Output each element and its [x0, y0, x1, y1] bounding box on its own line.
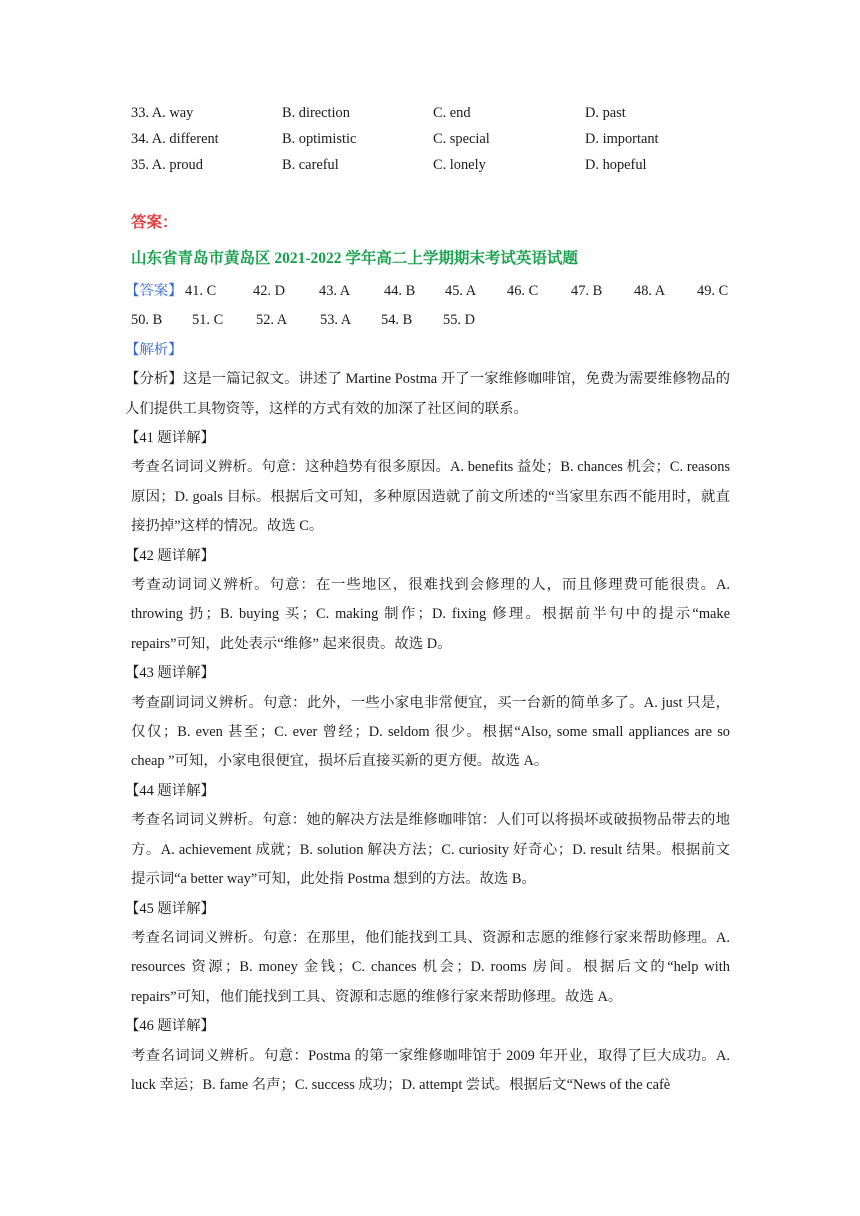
explanation-body	[125, 277, 730, 1100]
answer-key-item: 44. B	[384, 283, 416, 299]
option-d: D. hopeful	[585, 157, 647, 173]
question-heading: 【43 题详解】	[125, 665, 215, 682]
question-heading: 【42 题详解】	[125, 547, 215, 564]
answer-key-item: 55. D	[443, 312, 475, 329]
answer-key-item: 43. A	[319, 283, 351, 299]
analysis-label: 【解析】	[125, 341, 183, 358]
question-heading: 【44 题详解】	[125, 782, 215, 799]
answer-key-item: 48. A	[634, 283, 666, 299]
answer-key-item: 50. B	[131, 312, 163, 329]
answer-key-row	[131, 306, 730, 335]
paragraph: 考查名词词义辨析。句意：Postma 的第一家维修咖啡馆于 2009 年开业，取得了巨大成功。A. luck 幸运；B. fame 名声；C. success 成功；D. attempt 尝试。根据后文“News of the cafè	[131, 1047, 730, 1093]
option-d: D. important	[585, 131, 659, 147]
option-a: 34. A. different	[131, 131, 219, 147]
answer-key-item: 53. A	[320, 312, 352, 329]
answer-key-item: 46. C	[507, 283, 539, 299]
option-d: D. past	[585, 105, 626, 121]
answer-key-item: 54. B	[381, 312, 413, 329]
option-b: B. direction	[282, 105, 350, 121]
answer-key-item: 41. C	[185, 283, 217, 299]
source-title: 山东省青岛市黄岛区 2021-2022 学年高二上学期期末考试英语试题	[131, 250, 578, 267]
answer-key-row	[125, 277, 730, 306]
option-c: C. lonely	[433, 157, 486, 173]
paragraph: 【分析】这是一篇记叙文。讲述了 Martine Postma 开了一家维修咖啡馆，免费为需要维修物品的人们提供工具物资等，这样的方式有效的加深了社区间的联系。	[125, 371, 730, 417]
option-c: C. end	[433, 105, 471, 121]
paragraph: 考查名词词义辨析。句意：她的解决方法是维修咖啡馆：人们可以将损坏或破损物品带去的地方。A. achievement 成就；B. solution 解决方法；C. curiosity 好奇心；D. result 结果。根据前文提示词“a better way”可知，此处指 Postma 想到的方法。故选 B。	[131, 812, 730, 888]
answer-key-item: 42. D	[253, 283, 285, 299]
option-list	[131, 103, 731, 181]
option-a: 33. A. way	[131, 105, 194, 121]
answer-heading: 答案：	[131, 214, 178, 231]
answer-key-item: 51. C	[192, 312, 224, 329]
answer-key-label: 【答案】	[125, 283, 183, 299]
question-heading: 【41 题详解】	[125, 430, 215, 446]
question-heading: 【45 题详解】	[125, 900, 215, 917]
answer-key-item: 45. A	[445, 283, 477, 299]
answer-key-item: 47. B	[571, 283, 603, 299]
answer-key-item: 52. A	[256, 312, 288, 329]
answer-key-item: 49. C	[697, 283, 729, 299]
option-c: C. special	[433, 131, 490, 147]
paragraph: 考查名词词义辨析。句意：在那里，他们能找到工具、资源和志愿的维修行家来帮助修理。A. resources 资源；B. money 金钱；C. chances 机会；D. rooms 房间。根据后文的“help with repairs”可知，他们能找到工具、资源和志愿的维修行家来帮助修理。故选 A。	[131, 929, 730, 1005]
option-row	[131, 155, 731, 181]
paragraph: 考查名词词义辨析。句意：这种趋势有很多原因。A. benefits 益处；B. chances 机会；C. reasons 原因；D. goals 目标。根据后文可知，多种原因造就了前文所述的“当家里东西不能用时，就直接扔掉”这样的情况。故选 C。	[131, 459, 730, 535]
paragraph: 考查动词词义辨析。句意：在一些地区，很难找到会修理的人，而且修理费可能很贵。A. throwing 扔；B. buying 买；C. making 制作；D. fixing 修理。根据前半句中的提示“make repairs”可知，此处表示“维修” 起来很贵。故选 D。	[131, 577, 730, 652]
option-b: B. optimistic	[282, 131, 357, 147]
paragraph: 考查副词词义辨析。句意：此外，一些小家电非常便宜，买一台新的简单多了。A. just 只是，仅仅；B. even 甚至；C. ever 曾经；D. seldom 很少。根据“Also, some small appliances are so cheap ”可知，小家电很便宜，损坏后直接买新的更方便。故选 A。	[131, 694, 730, 770]
option-a: 35. A. proud	[131, 157, 203, 173]
question-heading: 【46 题详解】	[125, 1018, 215, 1035]
option-b: B. careful	[282, 157, 339, 173]
option-row	[131, 129, 731, 155]
option-row	[131, 103, 731, 129]
